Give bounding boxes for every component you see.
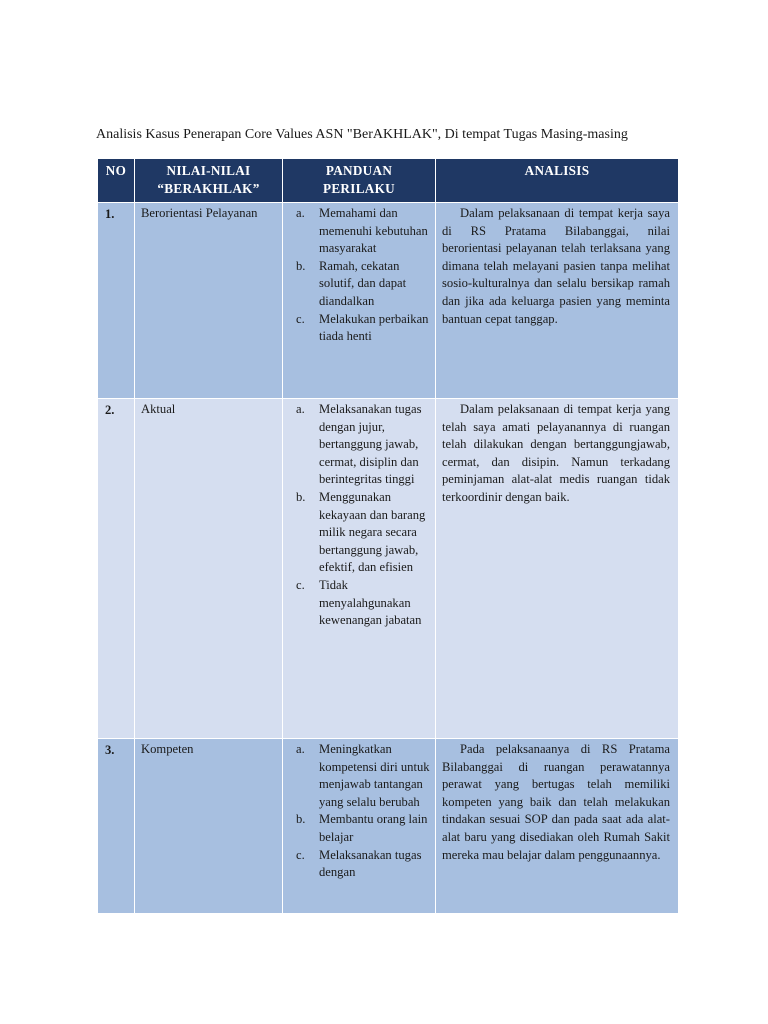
row-number: 3. [98, 739, 135, 914]
guide-text: Menggunakan kekayaan dan barang milik negara secara bertanggung jawab, efektif, dan efisien [319, 489, 426, 575]
nilai-cell: Aktual [135, 399, 283, 739]
analysis-table [97, 158, 679, 914]
analisis-cell [436, 399, 679, 739]
nilai-cell: Kompeten [135, 739, 283, 914]
header-nilai: NILAI-NILAI “BERAKHLAK” [135, 159, 283, 203]
analisis-text: Pada pelaksanaanya di RS Pratama Bilabanggai di ruangan perawatannya perawat yang bertugas telah memiliki kompeten yang baik dan telah melakukan tindakan sesuai SOP dan pada saat ada alat-alat baru yang disediakan oleh Rumah Sakit mereka mau belajar dalam penggunaannya. [442, 742, 670, 862]
nilai-cell: Berorientasi Pelayanan [135, 203, 283, 399]
guide-item [293, 847, 431, 882]
header-analisis: ANALISIS [436, 159, 679, 203]
row-number: 2. [98, 399, 135, 739]
guide-item [293, 741, 431, 811]
panduan-cell [283, 399, 436, 739]
guide-marker: b. [296, 258, 306, 273]
guide-item [293, 489, 431, 577]
table-header-row [98, 159, 679, 203]
guide-list [293, 205, 431, 346]
header-panduan: PANDUAN PERILAKU [283, 159, 436, 203]
guide-text: Membantu orang lain belajar [319, 812, 428, 844]
guide-marker: c. [296, 577, 305, 592]
guide-item [293, 577, 431, 630]
guide-text: Melakukan perbaikan tiada henti [319, 311, 429, 344]
analisis-cell [436, 739, 679, 914]
guide-marker: a. [296, 742, 305, 756]
guide-list [293, 741, 431, 882]
document-title: Analisis Kasus Penerapan Core Values ASN "BerAKHLAK", Di tempat Tugas Masing-masing [96, 127, 628, 142]
analisis-text: Dalam pelaksanaan di tempat kerja saya di RS Pratama Bilabanggai, nilai berorientasi pelayanan telah terlaksana yang dimana telah melayani pasien tanpa melihat sosio-kulturalnya dan selalu bersikap ramah dan jika ada keluarga pasien yang meminta bantuan cepat tanggap. [442, 206, 670, 326]
guide-text: Meningkatkan kompetensi diri untuk menjawab tantangan yang selalu berubah [319, 742, 430, 809]
guide-text: Melaksanakan tugas dengan [319, 847, 422, 880]
header-no: NO [98, 159, 135, 203]
guide-text: Memahami dan memenuhi kebutuhan masyarakat [319, 206, 428, 256]
table-row [98, 399, 679, 739]
guide-item [293, 205, 431, 258]
guide-marker: b. [296, 489, 306, 504]
guide-marker: a. [296, 402, 305, 416]
guide-marker: a. [296, 206, 305, 220]
analisis-cell [436, 203, 679, 399]
panduan-cell [283, 739, 436, 914]
guide-marker: c. [296, 311, 305, 326]
guide-item [293, 811, 431, 846]
guide-item [293, 258, 431, 311]
table-row [98, 739, 679, 914]
guide-text: Ramah, cekatan solutif, dan dapat diandalkan [319, 258, 407, 308]
row-number: 1. [98, 203, 135, 399]
guide-text: Melaksanakan tugas dengan jujur, bertanggung jawab, cermat, disiplin dan berintegritas tinggi [319, 402, 422, 487]
guide-text: Tidak menyalahgunakan kewenangan jabatan [319, 577, 422, 628]
guide-marker: b. [296, 812, 306, 827]
table-row [98, 203, 679, 399]
guide-marker: c. [296, 847, 305, 862]
guide-item [293, 401, 431, 489]
guide-list [293, 401, 431, 630]
analisis-text: Dalam pelaksanaan di tempat kerja yang telah saya amati pelayanannya di ruangan telah dilakukan dengan bertanggungjawab, cermat, dan disipin. Namun terkadang peminjaman alat-alat medis ruangan tidak terkoordinir dengan baik. [442, 402, 670, 504]
guide-item [293, 311, 431, 346]
panduan-cell [283, 203, 436, 399]
